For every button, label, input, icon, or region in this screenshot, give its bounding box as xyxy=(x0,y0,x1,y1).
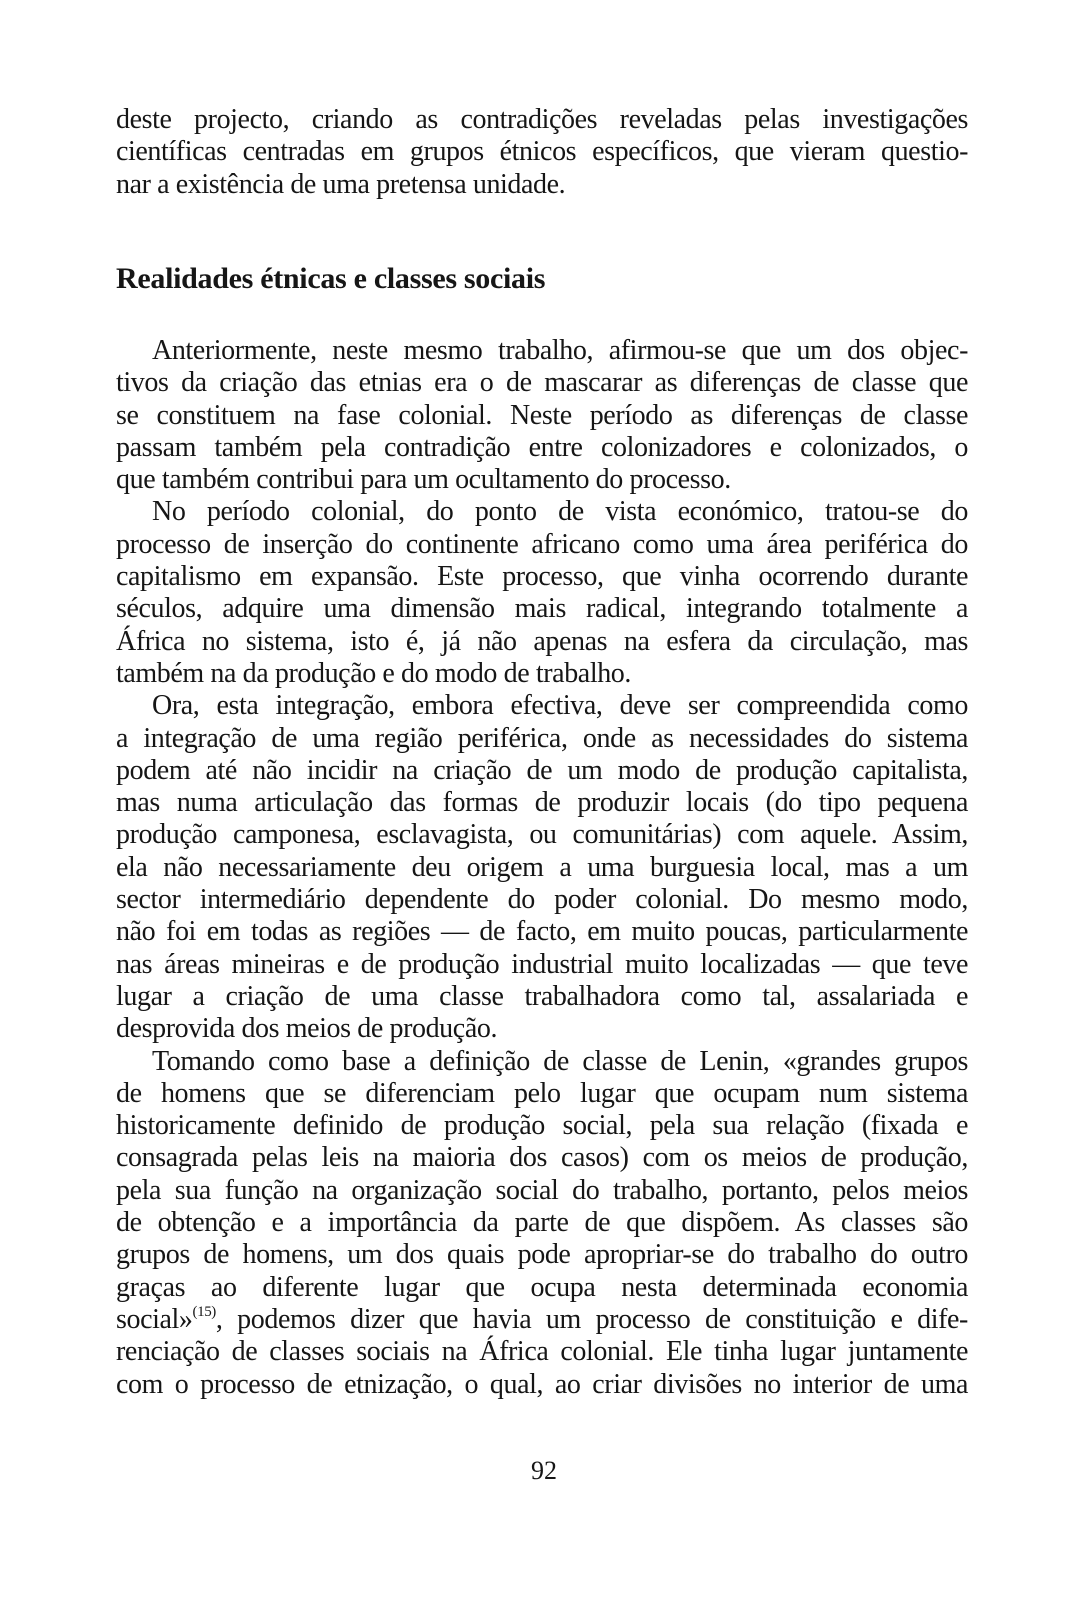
text-line: nas áreas mineiras e de produção industrial muito localizadas — que teve xyxy=(116,948,968,980)
text-line: sector intermediário dependente do poder colonial. Do mesmo modo, xyxy=(116,884,968,916)
text-line: de obtenção e a importância da parte de que dispõem. As classes são xyxy=(116,1207,968,1239)
text-line: de homens que se diferenciam pelo lugar que ocupam num sistema xyxy=(116,1077,968,1109)
text-line: podem até não incidir na criação de um modo de produção capitalista, xyxy=(116,754,968,786)
text-fragment: social» xyxy=(116,1303,193,1335)
section-heading: Realidades étnicas e classes sociais xyxy=(116,262,546,295)
text-line: também na da produção e do modo de trabalho. xyxy=(116,657,632,689)
paragraph xyxy=(116,690,968,1045)
text-line: com o processo de etnização, o qual, ao criar divisões no interior de uma xyxy=(116,1368,968,1400)
paragraph xyxy=(116,496,968,690)
text-fragment: , podemos dizer que havia um processo de constituição e dife- xyxy=(215,1303,968,1335)
text-line: desprovida dos meios de produção. xyxy=(116,1013,498,1045)
footnote-reference[interactable]: (15) xyxy=(192,1303,216,1320)
text-line: não foi em todas as regiões — de facto, em muito poucas, particularmente xyxy=(116,916,968,948)
text-line: consagrada pelas leis na maioria dos casos) com os meios de produção, xyxy=(116,1142,968,1174)
text-line: No período colonial, do ponto de vista económico, tratou-se do xyxy=(152,496,968,528)
text-line: ela não necessariamente deu origem a uma burguesia local, mas a um xyxy=(116,851,968,883)
text-line: grupos de homens, um dos quais pode apropriar-se do trabalho do outro xyxy=(116,1239,968,1271)
paragraph xyxy=(116,335,968,496)
text-line: renciação de classes sociais na África colonial. Ele tinha lugar juntamente xyxy=(116,1336,968,1368)
paragraph xyxy=(116,1046,968,1401)
text-line: mas numa articulação das formas de produzir locais (do tipo pequena xyxy=(116,787,968,819)
text-line: lugar a criação de uma classe trabalhadora como tal, assalariada e xyxy=(116,980,968,1012)
text-line: graças ao diferente lugar que ocupa nesta determinada economia xyxy=(116,1271,968,1303)
text-line: passam também pela contradição entre colonizadores e colonizados, o xyxy=(116,431,968,463)
text-line-with-footnote xyxy=(116,1304,968,1336)
text-line: se constituem na fase colonial. Neste período as diferenças de classe xyxy=(116,399,968,431)
text-line: que também contribui para um ocultamento do processo. xyxy=(116,464,731,496)
text-line: historicamente definido de produção social, pela sua relação (fixada e xyxy=(116,1110,968,1142)
text-line: pela sua função na organização social do trabalho, portanto, pelos meios xyxy=(116,1174,968,1206)
body-text xyxy=(116,335,968,1401)
page-number: 92 xyxy=(531,1456,557,1485)
text-line: Tomando como base a definição de classe de Lenin, «grandes grupos xyxy=(152,1045,968,1077)
text-line: Ora, esta integração, embora efectiva, deve ser compreendida como xyxy=(152,690,968,722)
text-line: deste projecto, criando as contradições reveladas pelas investigações xyxy=(116,104,968,135)
text-line: tivos da criação das etnias era o de mascarar as diferenças de classe que xyxy=(116,367,968,399)
text-line: a integração de uma região periférica, onde as necessidades do sistema xyxy=(116,722,968,754)
text-line: científicas centradas em grupos étnicos específicos, que vieram questio- xyxy=(116,136,968,168)
text-line: séculos, adquire uma dimensão mais radical, integrando totalmente a xyxy=(116,593,968,625)
text-line: capitalismo em expansão. Este processo, que vinha ocorrendo durante xyxy=(116,561,968,593)
text-line: África no sistema, isto é, já não apenas na esfera da circulação, mas xyxy=(116,625,968,657)
text-line: produção camponesa, esclavagista, ou comunitárias) com aquele. Assim, xyxy=(116,819,968,851)
intro-paragraph xyxy=(116,104,968,201)
text-line: Anteriormente, neste mesmo trabalho, afirmou-se que um dos objec- xyxy=(152,335,968,366)
text-line: processo de inserção do continente africano como uma área periférica do xyxy=(116,528,968,560)
text-line: nar a existência de uma pretensa unidade. xyxy=(116,168,566,200)
